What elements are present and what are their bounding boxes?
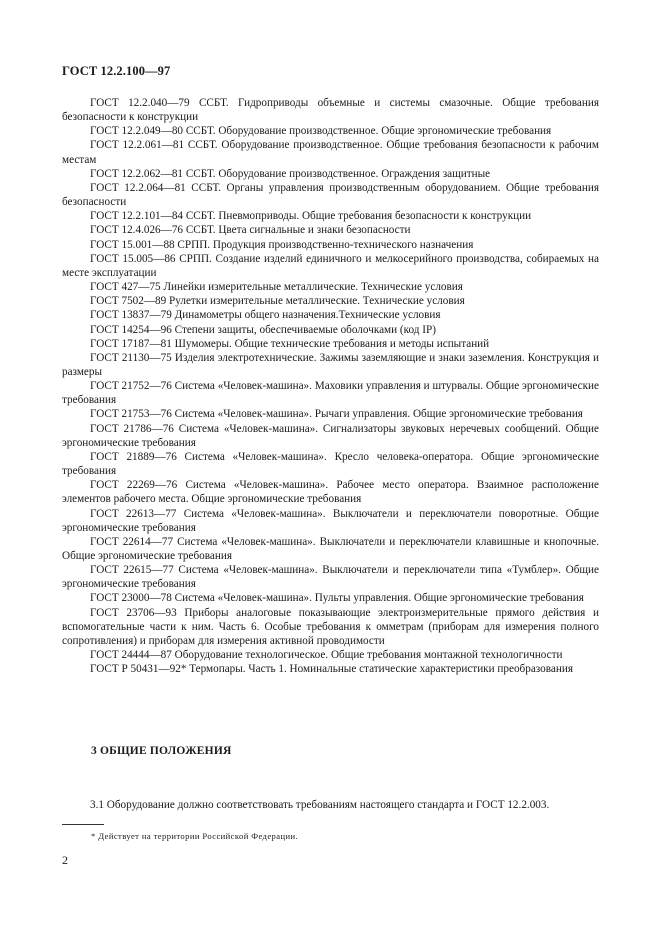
reference-item: ГОСТ 17187—81 Шумомеры. Общие технические требования и методы испытаний bbox=[90, 337, 490, 350]
footnote-divider bbox=[62, 824, 104, 825]
reference-item: ГОСТ 15.001—88 СРПП. Продукция производственно-технического назначения bbox=[90, 238, 474, 251]
footnote: * Действует на территории Российской Федерации. bbox=[91, 831, 299, 841]
reference-item: ГОСТ 12.2.049—80 ССБТ. Оборудование производственное. Общие эргономические требования bbox=[90, 125, 552, 138]
normative-references-list bbox=[62, 96, 599, 676]
reference-item: ГОСТ 12.2.101—84 ССБТ. Пневмоприводы. Общие требования безопасности к конструкции bbox=[90, 210, 532, 223]
reference-item: ГОСТ 21753—76 Система «Человек-машина». Рычаги управления. Общие эргономические требования bbox=[90, 408, 583, 421]
reference-item: ГОСТ 15.005—86 СРПП. Создание изделий единичного и мелкосерийного производства, собираемых на месте эксплуатации bbox=[62, 252, 599, 279]
reference-item: ГОСТ 13837—79 Динамометры общего назначения.Технические условия bbox=[90, 309, 441, 322]
reference-item: ГОСТ 12.2.062—81 ССБТ. Оборудование производственное. Ограждения защитные bbox=[90, 167, 491, 180]
reference-item: ГОСТ Р 50431—92* Термопары. Часть 1. Номинальные статические характеристики преобразования bbox=[90, 663, 573, 676]
reference-item: ГОСТ 12.4.026—76 ССБТ. Цвета сигнальные и знаки безопасности bbox=[90, 224, 411, 237]
reference-item: ГОСТ 21130—75 Изделия электротехнические. Зажимы заземляющие и знаки заземления. Конструкция и размеры bbox=[62, 351, 599, 378]
reference-item: ГОСТ 21889—76 Система «Человек-машина». Кресло человека-оператора. Общие эргономические требования bbox=[62, 450, 599, 478]
page-number: 2 bbox=[62, 853, 68, 867]
reference-item: ГОСТ 12.2.061—81 ССБТ. Оборудование производственное. Общие требования безопасности к рабочим местам bbox=[62, 139, 599, 166]
reference-item: ГОСТ 12.2.064—81 ССБТ. Органы управления производственным оборудованием. Общие требования безопасности bbox=[62, 181, 599, 209]
reference-item: ГОСТ 22614—77 Система «Человек-машина». Выключатели и переключатели клавишные и кнопочные. Общие эргономические требования bbox=[62, 535, 599, 562]
reference-item: ГОСТ 21752—76 Система «Человек-машина». Маховики управления и штурвалы. Общие эргономические требования bbox=[62, 380, 599, 407]
reference-item: ГОСТ 24444—87 Оборудование технологическое. Общие требования монтажной технологичности bbox=[90, 649, 563, 662]
reference-item: ГОСТ 427—75 Линейки измерительные металлические. Технические условия bbox=[90, 281, 463, 294]
reference-item: ГОСТ 22269—76 Система «Человек-машина». Рабочее место оператора. Взаимное расположение элементов рабочего места. Общие эргономические требования bbox=[62, 479, 599, 506]
reference-item: ГОСТ 22615—77 Система «Человек-машина». Выключатели и переключатели типа «Тумблер». Общие эргономические требования bbox=[62, 564, 599, 591]
section-title: 3 ОБЩИЕ ПОЛОЖЕНИЯ bbox=[91, 745, 232, 757]
reference-item: ГОСТ 12.2.040—79 ССБТ. Гидроприводы объемные и системы смазочные. Общие требования безопасности к конструкции bbox=[62, 97, 599, 124]
reference-item: ГОСТ 14254—96 Степени защиты, обеспечиваемые оболочками (код IP) bbox=[90, 323, 436, 336]
document-header: ГОСТ 12.2.100—97 bbox=[62, 64, 171, 78]
reference-item: ГОСТ 23706—93 Приборы аналоговые показывающие электроизмерительные прямого действия и вспомогательные части к ним. Часть 6. Особые требования к омметрам (приборам для измерения полного сопротивления) и приборам для измерения активной проводимости bbox=[62, 606, 599, 647]
reference-item: ГОСТ 21786—76 Система «Человек-машина». Сигнализаторы звуковых неречевых сообщений. Общие эргономические требования bbox=[62, 422, 599, 449]
reference-item: ГОСТ 7502—89 Рулетки измерительные металлические. Технические условия bbox=[90, 295, 465, 308]
reference-item: ГОСТ 22613—77 Система «Человек-машина». Выключатели и переключатели поворотные. Общие эргономические требования bbox=[62, 507, 599, 534]
reference-item: ГОСТ 23000—78 Система «Человек-машина». Пульты управления. Общие эргономические требования bbox=[90, 592, 584, 605]
section-paragraph: 3.1 Оборудование должно соответствовать требованиям настоящего стандарта и ГОСТ 12.2.003. bbox=[90, 799, 550, 812]
